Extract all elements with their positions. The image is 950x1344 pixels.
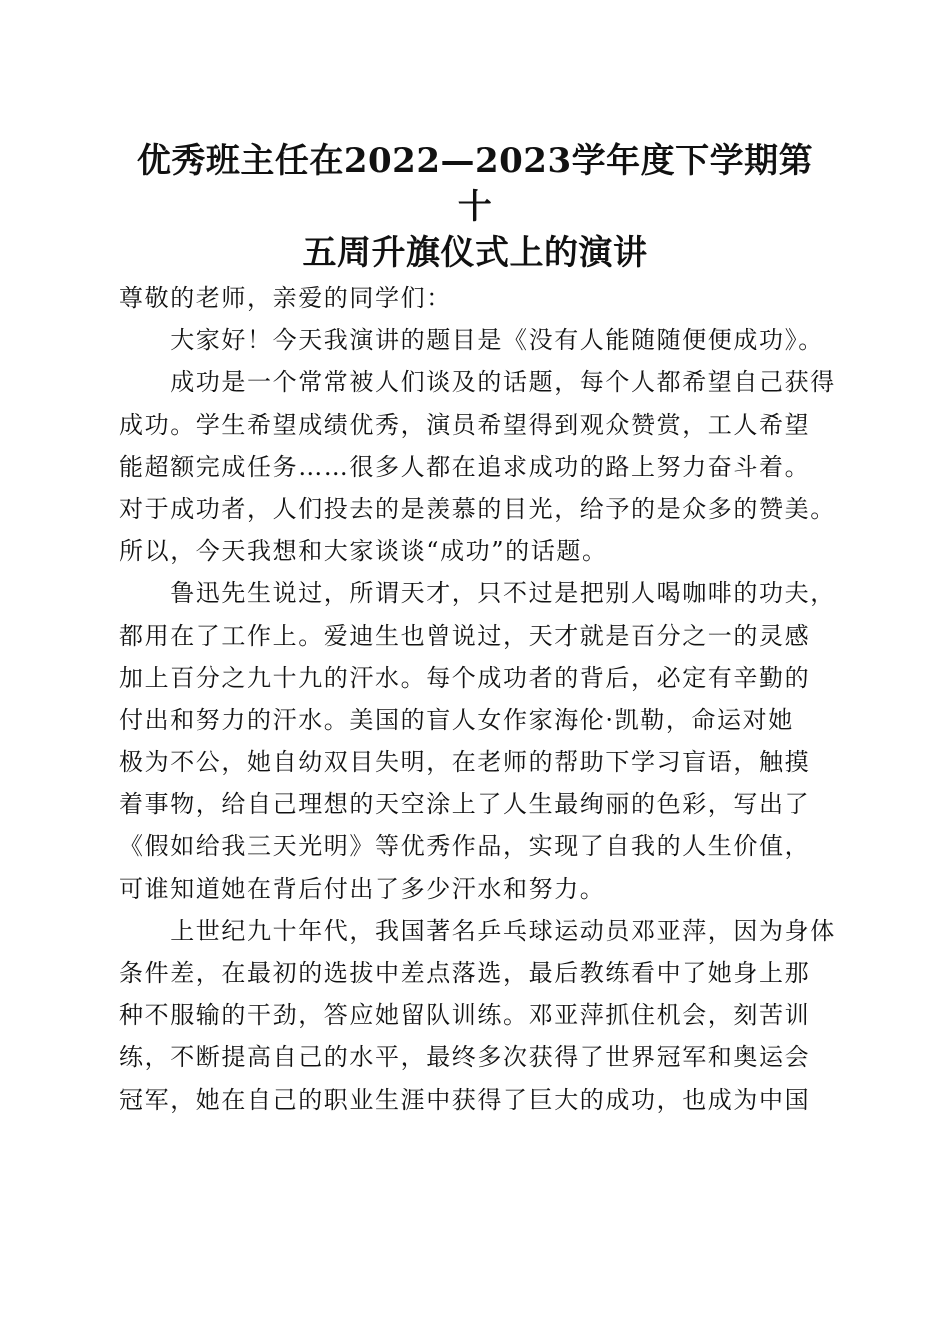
text-line: 大家好！今天我演讲的题目是《没有人能随随便便成功》。 bbox=[119, 326, 824, 355]
title-line-2: 五周升旗仪式上的演讲 bbox=[302, 233, 648, 273]
text-line: 冠军，她在自己的职业生涯中获得了巨大的成功，也成为中国 bbox=[119, 1085, 811, 1114]
title-line-1: 优秀班主任在2022—2023学年度下学期第十 bbox=[136, 141, 814, 227]
text-line: 成功是一个常常被人们谈及的话题，每个人都希望自己获得 bbox=[119, 368, 836, 397]
document-title bbox=[120, 138, 830, 276]
text-line: 付出和努力的汗水。美国的盲人女作家海伦·凯勒，命运对她 bbox=[119, 705, 794, 734]
text-line: 《假如给我三天光明》等优秀作品，实现了自我的人生价值， bbox=[119, 832, 811, 861]
text-line: 极为不公，她自幼双目失明，在老师的帮助下学习盲语，触摸 bbox=[119, 748, 811, 777]
text-line: 成功。学生希望成绩优秀，演员希望得到观众赞赏，工人希望 bbox=[119, 410, 811, 439]
text-line: 加上百分之九十九的汗水。每个成功者的背后，必定有辛勤的 bbox=[119, 663, 811, 692]
speech-body bbox=[119, 277, 836, 1121]
text-line: 都用在了工作上。爱迪生也曾说过，天才就是百分之一的灵感 bbox=[119, 621, 811, 650]
text-line: 着事物，给自己理想的天空涂上了人生最绚丽的色彩，写出了 bbox=[119, 790, 811, 819]
text-line: 对于成功者，人们投去的是羡慕的目光，给予的是众多的赞美。 bbox=[119, 494, 836, 523]
text-line: 种不服输的干劲，答应她留队训练。邓亚萍抓住机会，刻苦训 bbox=[119, 1001, 811, 1030]
text-line: 上世纪九十年代，我国著名乒乓球运动员邓亚萍，因为身体 bbox=[119, 916, 836, 945]
text-line: 条件差，在最初的选拔中差点落选，最后教练看中了她身上那 bbox=[119, 959, 811, 987]
text-line: 练，不断提高自己的水平，最终多次获得了世界冠军和奥运会 bbox=[119, 1043, 811, 1072]
text-line: 所以，今天我想和大家谈谈“成功”的话题。 bbox=[119, 537, 608, 566]
text-line: 鲁迅先生说过，所谓天才，只不过是把别人喝咖啡的功夫， bbox=[119, 579, 836, 608]
text-line: 能超额完成任务……很多人都在追求成功的路上努力奋斗着。 bbox=[119, 452, 811, 481]
text-line: 可谁知道她在背后付出了多少汗水和努力。 bbox=[119, 874, 606, 903]
salutation: 尊敬的老师，亲爱的同学们： bbox=[119, 284, 452, 312]
